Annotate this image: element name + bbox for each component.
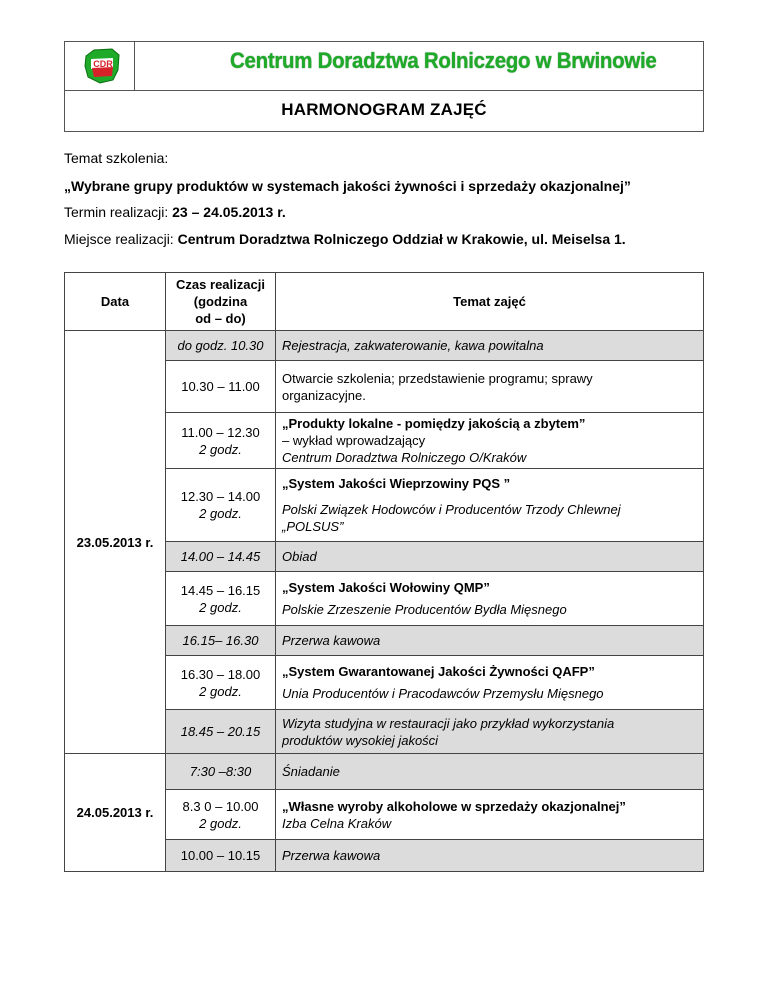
row-topic — [276, 469, 704, 542]
row-time — [166, 469, 276, 542]
row-duration: 2 godz. — [199, 815, 242, 831]
term-value: 23 – 24.05.2013 r. — [172, 204, 286, 220]
row-topic-line: – wykład wprowadzający — [282, 433, 426, 448]
row-topic — [276, 361, 704, 413]
day1-date: 23.05.2013 r. — [65, 331, 166, 754]
row-topic: Przerwa kawowa — [276, 840, 704, 872]
row-topic-line: „POLSUS” — [282, 519, 344, 534]
row-topic — [276, 572, 704, 626]
row-time-range: 8.3 0 – 10.00 — [182, 798, 259, 814]
row-topic-line: „Produkty lokalne - pomiędzy jakością a zbytem” — [282, 416, 586, 431]
cdr-logo — [82, 46, 122, 86]
place-label: Miejsce realizacji: — [64, 231, 174, 247]
row-topic: Przerwa kawowa — [276, 626, 704, 656]
row-topic-line: Polskie Zrzeszenie Producentów Bydła Mięsnego — [282, 602, 567, 617]
row-topic: Śniadanie — [276, 754, 704, 790]
row-time: do godz. 10.30 — [166, 331, 276, 361]
header-date: Data — [65, 273, 166, 331]
page-title: HARMONOGRAM ZAJĘĆ — [281, 100, 487, 119]
row-topic-line: Wizyta studyjna w restauracji jako przykład wykorzystania — [282, 715, 615, 731]
row-topic-line: organizacyjne. — [282, 387, 366, 403]
row-topic: Obiad — [276, 542, 704, 572]
row-topic — [276, 413, 704, 469]
topic-label: Temat szkolenia: — [64, 150, 169, 166]
row-time-range: 16.30 – 18.00 — [180, 666, 261, 682]
header-time-line3: od – do) — [195, 311, 246, 326]
document-header — [64, 41, 704, 132]
term-label: Termin realizacji: — [64, 204, 169, 220]
row-time: 14.00 – 14.45 — [166, 542, 276, 572]
row-duration: 2 godz. — [199, 441, 242, 457]
row-topic — [276, 656, 704, 710]
row-time — [166, 656, 276, 710]
organization-name: Centrum Doradztwa Rolniczego w Brwinowie — [230, 48, 657, 73]
row-time: 10.30 – 11.00 — [166, 361, 276, 413]
row-duration: 2 godz. — [199, 506, 242, 521]
row-time: 10.00 – 10.15 — [166, 840, 276, 872]
row-topic-line: „System Gwarantowanej Jakości Żywności QAFP” — [282, 664, 595, 679]
row-time — [166, 572, 276, 626]
row-topic-line: Unia Producentów i Pracodawców Przemysłu Mięsnego — [282, 686, 604, 701]
row-topic — [276, 710, 704, 754]
table-header-row — [65, 273, 704, 331]
row-time — [166, 790, 276, 840]
row-time — [166, 413, 276, 469]
row-time-range: 14.45 – 16.15 — [180, 582, 261, 598]
row-topic: Rejestracja, zakwaterowanie, kawa powitalna — [276, 331, 704, 361]
table-row — [65, 754, 704, 790]
row-duration: 2 godz. — [199, 599, 242, 615]
row-time: 16.15– 16.30 — [166, 626, 276, 656]
schedule-table — [64, 272, 704, 872]
row-time: 18.45 – 20.15 — [166, 710, 276, 754]
place-line — [64, 231, 626, 247]
day2-date: 24.05.2013 r. — [65, 754, 166, 872]
row-topic-line: „System Jakości Wołowiny QMP” — [282, 580, 490, 595]
row-topic-line: Polski Związek Hodowców i Producentów Trzody Chlewnej — [282, 502, 621, 517]
header-time — [166, 273, 276, 331]
row-topic-line: Izba Celna Kraków — [282, 815, 392, 831]
row-duration: 2 godz. — [199, 683, 242, 699]
table-row — [65, 331, 704, 361]
training-topic: „Wybrane grupy produktów w systemach jakości żywności i sprzedaży okazjonalnej” — [64, 178, 631, 194]
header-top-row — [65, 42, 703, 91]
header-topic: Temat zajęć — [276, 273, 704, 331]
logo-cell — [65, 42, 135, 90]
row-topic-line: Centrum Doradztwa Rolniczego O/Kraków — [282, 450, 527, 465]
header-time-line2: (godzina — [193, 294, 248, 309]
header-time-line1: Czas realizacji — [176, 277, 265, 292]
row-topic-line: „Własne wyroby alkoholowe w sprzedaży okazjonalnej” — [282, 798, 626, 814]
row-topic-line: „System Jakości Wieprzowiny PQS ” — [282, 476, 511, 491]
row-time-range: 11.00 – 12.30 — [181, 424, 260, 440]
term-line — [64, 204, 286, 220]
row-topic — [276, 790, 704, 840]
row-time-range: 12.30 – 14.00 — [180, 489, 261, 504]
row-topic-line: Otwarcie szkolenia; przedstawienie programu; sprawy — [282, 370, 593, 386]
place-value: Centrum Doradztwa Rolniczego Oddział w Krakowie, ul. Meiselsa 1. — [177, 231, 626, 247]
logo-text: CDR — [93, 59, 113, 69]
row-time: 7:30 –8:30 — [166, 754, 276, 790]
row-topic-line: produktów wysokiej jakości — [282, 732, 439, 748]
